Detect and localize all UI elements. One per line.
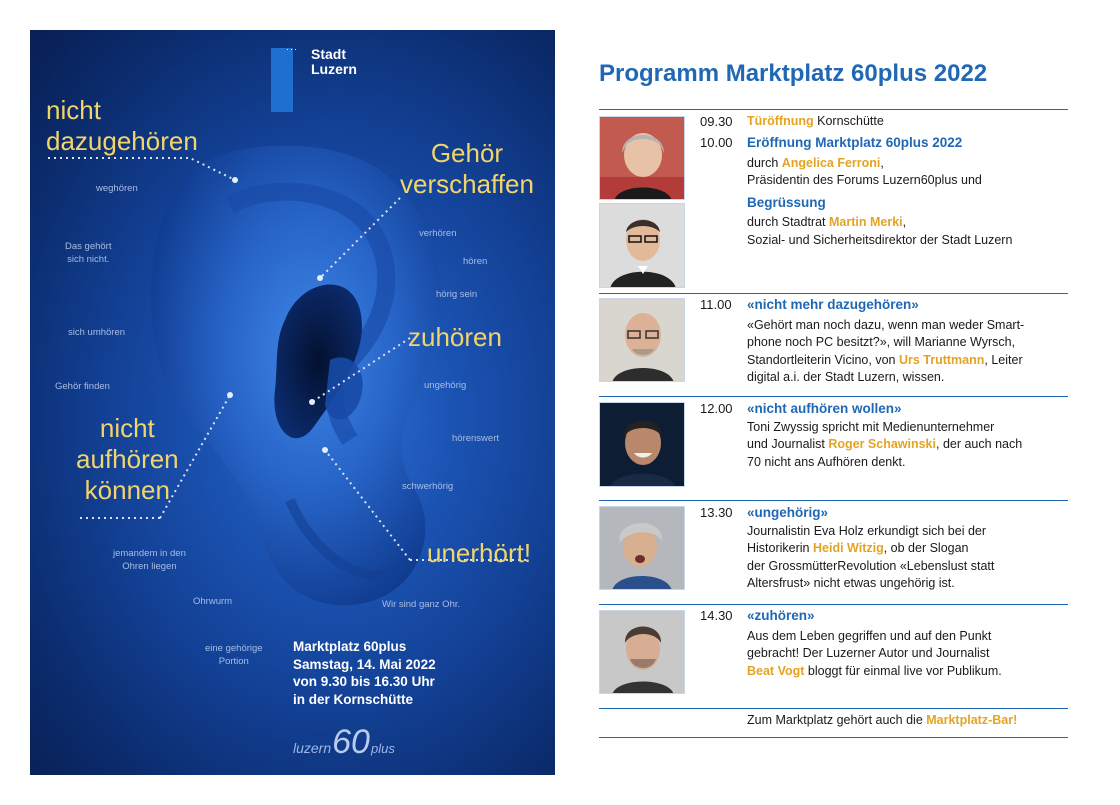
item-head: «ungehörig»	[747, 505, 829, 520]
word-verhoeren: verhören	[419, 228, 457, 239]
time-0930: 09.30	[700, 114, 733, 129]
speaker-name: Roger Schawinski	[828, 437, 936, 451]
word-weghoeren: weghören	[96, 183, 138, 194]
word-line: eine gehörige	[205, 643, 263, 654]
program-item-tueroeffnung	[747, 113, 1069, 131]
item-line	[747, 214, 1069, 232]
phrase-unerhoert: unerhört!	[427, 538, 532, 568]
word-hoeren: hören	[463, 256, 488, 267]
logo-line1: Stadt	[311, 46, 346, 62]
item-text: und Journalist	[747, 437, 829, 451]
divider	[599, 293, 1068, 294]
word-hoerenswert: hörenswert	[452, 433, 499, 444]
time-1200: 12.00	[700, 401, 733, 416]
speaker-name: Angelica Ferroni	[781, 155, 881, 170]
speaker-name: Martin Merki	[829, 215, 903, 229]
phrase-line: Gehör	[430, 138, 504, 168]
phrase-line: nicht	[46, 95, 101, 125]
item-text: bloggt für einmal live vor Publikum.	[804, 663, 1002, 678]
item-text: ,	[902, 215, 907, 229]
word-ganz-ohr: Wir sind ganz Ohr.	[382, 599, 461, 610]
phrase-nicht-dazugehoeren	[46, 95, 198, 157]
divider	[599, 109, 1068, 110]
event-poster	[30, 30, 555, 775]
word-line: sich nicht.	[67, 254, 110, 265]
marktplatz-bar-note	[747, 713, 1017, 727]
portrait-urs-truttmann	[599, 298, 685, 382]
item-head: «zuhören»	[747, 608, 815, 623]
item-text: durch Stadtrat	[747, 215, 829, 229]
divider	[599, 396, 1068, 397]
logo-pre: luzern	[293, 740, 332, 756]
speaker-name: Urs Truttmann	[898, 352, 985, 367]
info-line: Marktplatz 60plus	[293, 639, 407, 654]
word-line: Portion	[218, 656, 249, 667]
item-text: Historikerin	[747, 541, 813, 555]
item-head: «nicht mehr dazugehören»	[747, 297, 919, 312]
phrase-line: können	[84, 475, 170, 505]
item-head-rest: Kornschütte	[813, 114, 884, 128]
phrase-line: dazugehören	[46, 126, 198, 156]
item-head: Eröffnung Marktplatz 60plus 2022	[747, 135, 963, 150]
word-ohrwurm: Ohrwurm	[193, 596, 233, 607]
program-item-zuhoeren	[747, 607, 1069, 680]
word-jemandem-ohren	[113, 547, 186, 573]
phrase-gehoer-verschaffen	[400, 138, 534, 200]
time-1100: 11.00	[700, 297, 732, 312]
item-head: Begrüssung	[747, 194, 826, 210]
note-highlight: Marktplatz-Bar!	[926, 713, 1018, 727]
item-text: , der auch nach	[936, 437, 1023, 451]
time-1430: 14.30	[700, 608, 733, 623]
portrait-angelica-ferroni	[599, 116, 685, 200]
item-line: Aus dem Leben gegriffen und auf den Punkt	[747, 628, 992, 643]
item-line: Altersfrust» nicht etwas ungehörig ist.	[747, 576, 955, 590]
program-item-ungehoerig	[747, 504, 1069, 593]
logo-bar	[271, 48, 293, 112]
time-1000: 10.00	[700, 135, 733, 150]
item-head: Türöffnung	[747, 114, 814, 128]
item-line: 70 nicht ans Aufhören denkt.	[747, 454, 906, 469]
program-item-eroeffnung	[747, 134, 1069, 249]
item-line	[747, 155, 1069, 173]
word-gehoerige-portion	[205, 642, 263, 668]
luzern60plus-logo	[293, 723, 395, 762]
stadt-luzern-logo	[311, 47, 357, 77]
divider	[599, 500, 1068, 501]
item-line: der GrossmütterRevolution «Lebenslust statt	[747, 558, 995, 573]
phrase-line: aufhören	[76, 444, 179, 474]
item-line: Toni Zwyssig spricht mit Medienunternehmer	[747, 419, 995, 434]
item-line: Präsidentin des Forums Luzern60plus und	[747, 173, 982, 187]
speaker-name: Beat Vogt	[747, 663, 805, 678]
logo-dots: ···	[286, 44, 298, 54]
word-sich-umhoeren: sich umhören	[68, 327, 126, 338]
word-line: Ohren liegen	[122, 561, 177, 572]
word-das-gehoert	[65, 240, 111, 266]
item-text: , Leiter	[984, 352, 1023, 367]
item-line: gebracht! Der Luzerner Autor und Journalist	[747, 646, 990, 660]
item-text: , ob der Slogan	[883, 541, 969, 555]
portrait-beat-vogt	[599, 610, 685, 694]
item-line: Journalistin Eva Holz erkundigt sich bei der	[747, 523, 987, 538]
info-line: von 9.30 bis 16.30 Uhr	[293, 674, 435, 689]
item-line	[747, 352, 1069, 370]
portrait-heidi-witzig	[599, 506, 685, 590]
speaker-name: Heidi Witzig	[813, 541, 884, 555]
phrase-zuhoeren: zuhören	[408, 322, 502, 352]
note-text: Zum Marktplatz gehört auch die	[747, 713, 927, 727]
poster-event-info	[293, 638, 436, 708]
item-line: digital a.i. der Stadt Luzern, wissen.	[747, 370, 945, 384]
item-text: ,	[880, 155, 884, 170]
item-line: Sozial- und Sicherheitsdirektor der Stadt Luzern	[747, 232, 1013, 247]
item-line: phone noch PC besitzt?», will Marianne Wyrsch,	[747, 335, 1016, 349]
word-line: jemandem in den	[113, 548, 186, 559]
divider	[599, 737, 1068, 738]
word-ungehoerig: ungehörig	[424, 380, 467, 391]
word-line: Das gehört	[65, 241, 112, 252]
item-text: durch	[747, 155, 782, 170]
portrait-roger-schawinski	[599, 402, 685, 487]
logo-line2: Luzern	[311, 61, 357, 77]
item-line: «Gehört man noch dazu, wenn man weder Smart-	[747, 317, 1025, 332]
divider	[599, 604, 1068, 605]
portrait-martin-merki	[599, 203, 685, 288]
program-item-nicht-mehr-dazugehoeren	[747, 296, 1069, 387]
item-line	[747, 540, 1069, 558]
word-schwerhoerig: schwerhörig	[402, 481, 454, 492]
info-line: Samstag, 14. Mai 2022	[293, 656, 436, 672]
program-title: Programm Marktplatz 60plus 2022	[599, 60, 988, 87]
item-head: «nicht aufhören wollen»	[747, 401, 902, 416]
phrase-line: verschaffen	[400, 169, 534, 199]
time-1330: 13.30	[700, 505, 733, 520]
word-hoerig-sein: hörig sein	[436, 289, 478, 300]
phrase-line: nicht	[99, 413, 155, 443]
item-line	[747, 663, 1069, 681]
program-item-nicht-aufhoeren-wollen	[747, 400, 1069, 471]
word-gehoer-finden: Gehör finden	[55, 381, 110, 392]
item-text: Standortleiterin Vicino, von	[747, 352, 899, 367]
item-line	[747, 436, 1069, 454]
logo-post: plus	[370, 741, 395, 756]
info-line: in der Kornschütte	[293, 691, 414, 707]
logo-num: 60	[332, 723, 370, 761]
phrase-nicht-aufhoeren-koennen	[76, 413, 179, 506]
divider	[599, 708, 1068, 709]
